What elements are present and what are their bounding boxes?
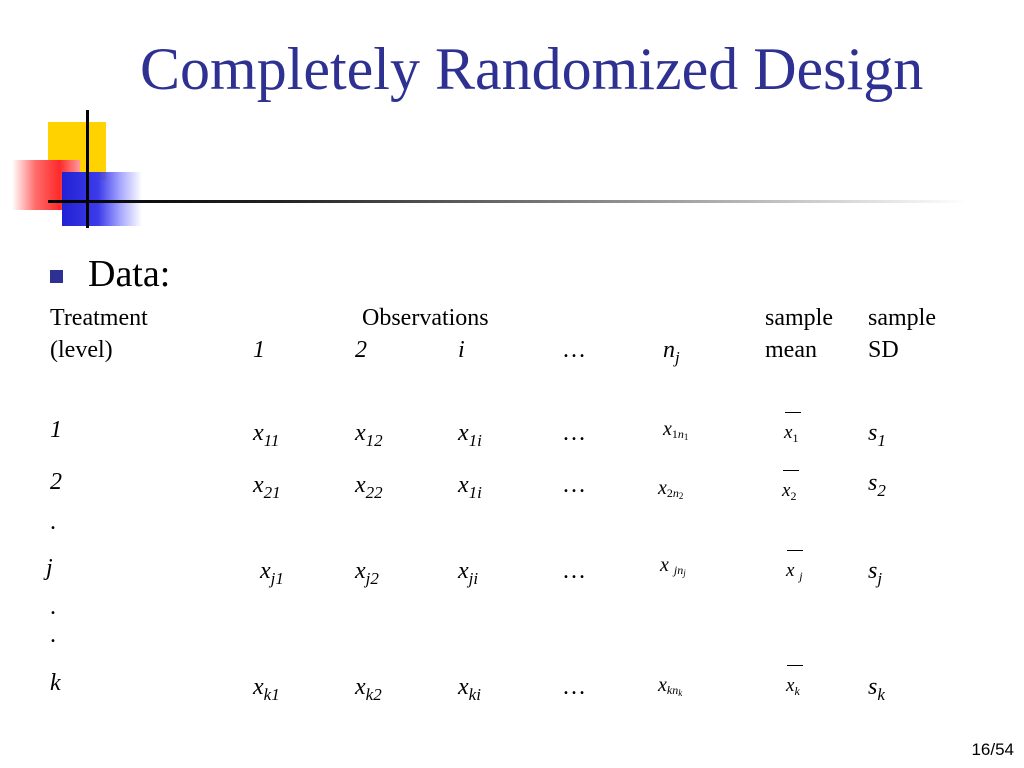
row-dot-3: . bbox=[50, 622, 56, 648]
header-col-ellipsis: … bbox=[562, 337, 586, 363]
row-j-xn: x $jn_j$ bbox=[660, 554, 686, 578]
row-k-xn: xkn$_k$ bbox=[658, 674, 683, 698]
row-j-mean-bar bbox=[787, 550, 803, 551]
header-col-i: i bbox=[458, 337, 465, 363]
row-1-sd: $s_1$ bbox=[868, 420, 886, 450]
row-2-mean-bar bbox=[783, 470, 799, 471]
header-sample-mean-2: mean bbox=[765, 337, 817, 363]
title-underline bbox=[48, 200, 968, 203]
row-2-x2: $x_{22}$ bbox=[355, 472, 383, 502]
row-1-xi: $x_{1i}$ bbox=[458, 420, 482, 450]
row-k-level: k bbox=[50, 670, 61, 696]
header-level: (level) bbox=[50, 337, 113, 363]
deco-vertical-line bbox=[86, 110, 89, 228]
row-1-level: 1 bbox=[50, 417, 62, 443]
row-dot-1: . bbox=[50, 509, 56, 535]
row-j-ellipsis: … bbox=[562, 558, 586, 584]
row-k-sd: $s_k$ bbox=[868, 674, 885, 704]
header-sample-mean-1: sample bbox=[765, 305, 833, 331]
row-j-mean: x $_j$ bbox=[786, 560, 803, 583]
row-1-xn: $x1n_1$ bbox=[663, 418, 689, 442]
row-1-ellipsis: … bbox=[562, 420, 586, 446]
header-observations: Observations bbox=[362, 305, 489, 331]
header-col-nj: $n_j$ bbox=[663, 337, 680, 367]
row-j-x1: $x_{j1}$ bbox=[260, 558, 284, 588]
row-j-xi: $x_{ji}$ bbox=[458, 558, 479, 588]
page-number: 16/54 bbox=[971, 740, 1014, 759]
row-1-x2: $x_{12}$ bbox=[355, 420, 383, 450]
header-col-2: 2 bbox=[355, 337, 367, 363]
row-k-mean: $x_k$ bbox=[786, 675, 800, 698]
row-1-x1: $x_{11}$ bbox=[253, 420, 280, 450]
row-2-xn: $x2n_2$ bbox=[658, 477, 684, 501]
row-2-xi: $x_{1i}$ bbox=[458, 472, 482, 502]
row-2-sd: $s_2$ bbox=[868, 470, 886, 500]
row-1-mean-bar bbox=[785, 412, 801, 413]
bullet-text: Data: bbox=[88, 253, 171, 295]
deco-blue-square bbox=[62, 172, 142, 226]
row-j-sd: $s_j$ bbox=[868, 558, 883, 588]
row-k-x1: $x_{k1}$ bbox=[253, 674, 280, 704]
row-1-mean: $x_1$ bbox=[784, 422, 799, 445]
row-k-mean-bar bbox=[787, 665, 803, 666]
bullet-square-icon bbox=[50, 270, 63, 283]
header-sample-sd-2: SD bbox=[868, 337, 899, 363]
row-k-xi: $x_{ki}$ bbox=[458, 674, 481, 704]
header-sample-sd-1: sample bbox=[868, 305, 936, 331]
row-j-x2: $x_{j2}$ bbox=[355, 558, 379, 588]
row-2-level: 2 bbox=[50, 469, 62, 495]
header-col-1: 1 bbox=[253, 337, 265, 363]
row-2-ellipsis: … bbox=[562, 472, 586, 498]
row-k-x2: $x_{k2}$ bbox=[355, 674, 382, 704]
row-j-level: j bbox=[46, 555, 53, 581]
row-k-ellipsis: … bbox=[562, 674, 586, 700]
header-treatment: Treatment bbox=[50, 305, 148, 331]
row-2-mean: $x_2$ bbox=[782, 480, 797, 503]
slide-title: Completely Randomized Design bbox=[140, 36, 924, 102]
row-2-x1: $x_{21}$ bbox=[253, 472, 281, 502]
row-dot-2: . bbox=[50, 594, 56, 620]
